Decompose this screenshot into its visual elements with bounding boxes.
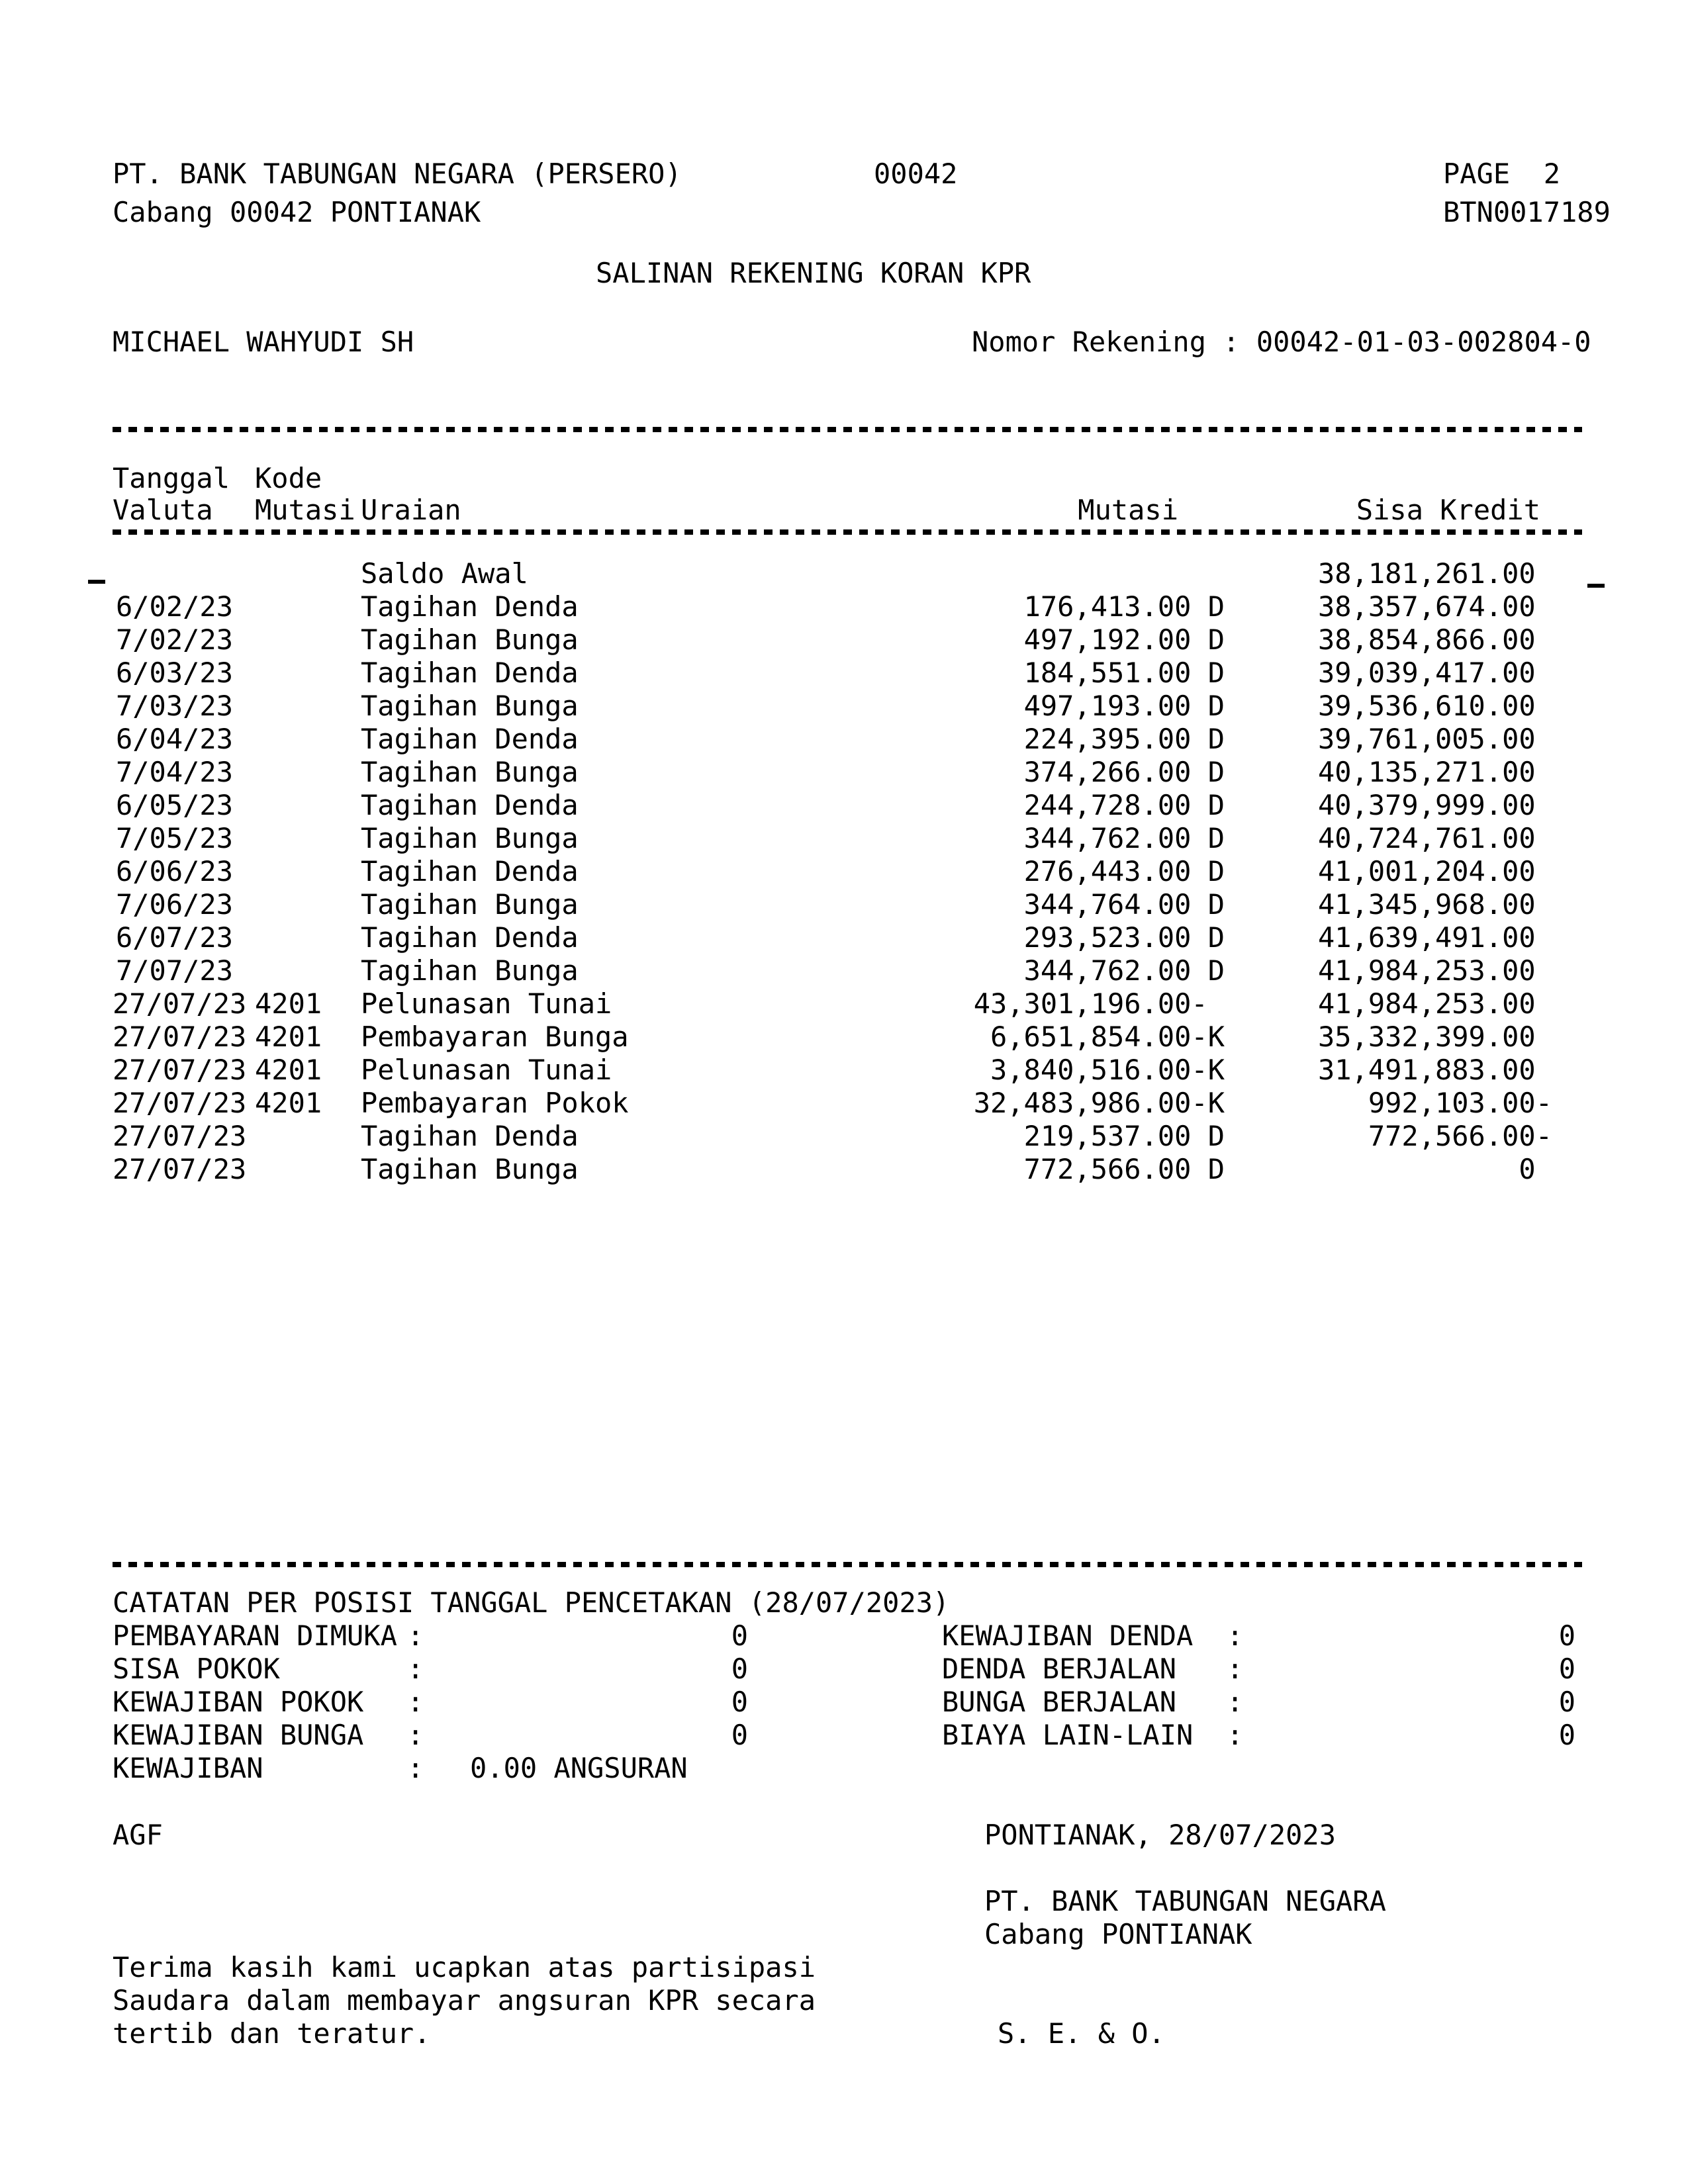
row-uraian: Tagihan Denda xyxy=(361,921,579,954)
row-mutasi-amount: 497,192.00 D xyxy=(1023,623,1225,656)
seo-label: S. E. & O. xyxy=(998,2017,1165,2050)
row-mutasi-amount: 344,762.00 D xyxy=(1023,822,1225,854)
catatan-heading: CATATAN PER POSISI TANGGAL PENCETAKAN (28/07/2023) xyxy=(113,1586,950,1619)
table-row xyxy=(113,623,1552,657)
row-kode-mutasi: 4201 xyxy=(255,1054,322,1086)
row-mutasi-amount xyxy=(801,557,1225,590)
row-uraian: Tagihan Bunga xyxy=(361,954,579,987)
table-row xyxy=(113,1054,1552,1087)
row-sisa-kredit: 31,491,883.00 xyxy=(1317,1054,1552,1086)
row-sisa-kredit: 39,536,610.00 xyxy=(1317,690,1552,722)
row-kode-mutasi xyxy=(255,1120,331,1153)
catatan-left-colon: : xyxy=(407,1686,424,1718)
row-mutasi-amount: 772,566.00 D xyxy=(1023,1153,1225,1185)
row-kode-mutasi xyxy=(255,623,331,657)
row-sisa-kredit: 35,332,399.00 xyxy=(1317,1021,1552,1053)
catatan-right-label: DENDA BERJALAN xyxy=(942,1653,1177,1685)
account-line xyxy=(113,326,1599,359)
row-sisa-kredit: 38,357,674.00 xyxy=(1317,590,1552,623)
row-mutasi-amount: 32,483,986.00-K xyxy=(973,1087,1225,1119)
row-uraian: Tagihan Denda xyxy=(361,789,579,821)
row-valuta-date: 27/07/23 xyxy=(113,1021,247,1053)
col-header-uraian: Uraian xyxy=(361,494,461,526)
row-mutasi-amount: 176,413.00 D xyxy=(1023,590,1225,623)
row-kode-mutasi xyxy=(255,590,331,623)
catatan-left-value: 0 xyxy=(731,1686,748,1718)
account-holder: MICHAEL WAHYUDI SH xyxy=(113,326,414,358)
table-row xyxy=(113,756,1552,789)
col-header-kode: Kode xyxy=(255,462,322,494)
catatan-left-label: KEWAJIBAN BUNGA xyxy=(113,1719,364,1751)
dashed-divider-bottom xyxy=(113,1562,1582,1567)
row-kode-mutasi xyxy=(255,557,331,590)
catatan-right-label: KEWAJIBAN DENDA xyxy=(942,1619,1194,1652)
thanks-note xyxy=(113,1951,816,2050)
row-mutasi-amount: 224,395.00 D xyxy=(1023,723,1225,755)
table-row xyxy=(113,1087,1552,1120)
table-row xyxy=(113,1153,1552,1186)
row-kode-mutasi xyxy=(255,756,331,789)
table-row xyxy=(113,822,1552,855)
catatan-row xyxy=(113,1719,1575,1752)
row-sisa-kredit: 39,039,417.00 xyxy=(1317,657,1552,689)
row-kode-mutasi xyxy=(255,690,331,723)
catatan-right-label: BUNGA BERJALAN xyxy=(942,1686,1177,1718)
footer-branch: Cabang PONTIANAK xyxy=(984,1918,1252,1950)
table-row xyxy=(113,921,1552,954)
row-mutasi-amount: 497,193.00 D xyxy=(1023,690,1225,722)
row-uraian: Tagihan Denda xyxy=(361,855,579,887)
table-row xyxy=(113,657,1552,690)
catatan-right-value: 0 xyxy=(1558,1653,1575,1685)
row-valuta-date: 6/06/23 xyxy=(115,855,233,887)
row-valuta-date: 7/02/23 xyxy=(115,623,233,656)
dashed-divider-top xyxy=(113,427,1582,432)
table-body xyxy=(113,557,1552,1186)
catatan-left-value: 0 xyxy=(731,1719,748,1751)
agf-label: AGF xyxy=(113,1819,163,1851)
catatan-left-label: SISA POKOK xyxy=(113,1653,280,1685)
row-kode-mutasi xyxy=(255,921,331,954)
row-valuta-date: 6/07/23 xyxy=(115,921,233,954)
row-mutasi-amount: 3,840,516.00-K xyxy=(990,1054,1225,1086)
catatan-right-value: 0 xyxy=(1558,1686,1575,1718)
table-header-row-2 xyxy=(113,494,1552,527)
table-row xyxy=(113,888,1552,921)
row-uraian: Pelunasan Tunai xyxy=(361,1054,612,1086)
table-row xyxy=(113,789,1552,822)
row-valuta-date: 7/06/23 xyxy=(115,888,233,921)
thanks-line: tertib dan teratur. xyxy=(113,2017,431,2050)
row-mutasi-amount: 276,443.00 D xyxy=(1023,855,1225,887)
row-mutasi-amount: 293,523.00 D xyxy=(1023,921,1225,954)
catatan-right-colon: : xyxy=(1227,1719,1244,1751)
row-sisa-kredit: 38,181,261.00 xyxy=(1317,557,1552,590)
row-uraian: Tagihan Denda xyxy=(361,657,579,689)
row-mutasi-amount: 244,728.00 D xyxy=(1023,789,1225,821)
table-row xyxy=(113,723,1552,756)
row-valuta-date: 7/05/23 xyxy=(115,822,233,854)
col-header-mutasi: Mutasi xyxy=(1078,494,1178,526)
row-kode-mutasi xyxy=(255,888,331,921)
row-kode-mutasi xyxy=(255,855,331,888)
row-kode-mutasi: 4201 xyxy=(255,1087,322,1119)
catatan-left-label: KEWAJIBAN POKOK xyxy=(113,1686,364,1718)
row-valuta-date: 7/03/23 xyxy=(115,690,233,722)
catatan-left-value: 0 xyxy=(731,1619,748,1652)
row-kode-mutasi xyxy=(255,1153,331,1186)
row-uraian: Tagihan Bunga xyxy=(361,690,579,722)
row-valuta-date: 7/04/23 xyxy=(115,756,233,788)
catatan-row xyxy=(113,1653,1575,1686)
row-sisa-kredit: 40,135,271.00 xyxy=(1317,756,1552,788)
catatan-left-colon: : xyxy=(407,1619,424,1652)
kewajiban-colon: : xyxy=(407,1752,424,1784)
row-kode-mutasi xyxy=(255,822,331,855)
row-valuta-date: 27/07/23 xyxy=(113,987,247,1020)
row-valuta-date xyxy=(113,557,233,590)
catatan-left-value: 0 xyxy=(731,1653,748,1685)
row-uraian: Tagihan Denda xyxy=(361,723,579,755)
row-valuta-date: 6/03/23 xyxy=(115,657,233,689)
kewajiban-value: 0.00 ANGSURAN xyxy=(470,1752,688,1784)
catatan-right-colon: : xyxy=(1227,1653,1244,1685)
catatan-kewajiban-row xyxy=(113,1752,1575,1785)
table-row xyxy=(113,590,1552,623)
row-sisa-kredit: 40,724,761.00 xyxy=(1317,822,1552,854)
print-artifact-right xyxy=(1587,584,1605,588)
table-row xyxy=(113,557,1552,590)
col-header-tanggal: Tanggal xyxy=(113,462,230,494)
dashed-divider-header xyxy=(113,529,1582,535)
row-kode-mutasi: 4201 xyxy=(255,1021,322,1053)
city-date: PONTIANAK, 28/07/2023 xyxy=(984,1819,1336,1851)
row-kode-mutasi xyxy=(255,723,331,756)
row-mutasi-amount: 6,651,854.00-K xyxy=(990,1021,1225,1053)
row-sisa-kredit: 992,103.00- xyxy=(1368,1087,1552,1119)
page-title: SALINAN REKENING KORAN KPR xyxy=(596,257,1031,289)
row-sisa-kredit: 40,379,999.00 xyxy=(1317,789,1552,821)
row-kode-mutasi: 4201 xyxy=(255,987,322,1020)
row-mutasi-amount: 344,764.00 D xyxy=(1023,888,1225,921)
document-code: BTN0017189 xyxy=(1443,196,1611,228)
row-uraian: Pembayaran Bunga xyxy=(361,1021,629,1053)
bank-name: PT. BANK TABUNGAN NEGARA (PERSERO) xyxy=(113,158,682,190)
statement-header xyxy=(113,158,1611,237)
row-valuta-date: 6/05/23 xyxy=(115,789,233,821)
row-valuta-date: 6/04/23 xyxy=(115,723,233,755)
row-sisa-kredit: 41,345,968.00 xyxy=(1317,888,1552,921)
catatan-row xyxy=(113,1619,1575,1653)
row-mutasi-amount: 344,762.00 D xyxy=(1023,954,1225,987)
row-sisa-kredit: 38,854,866.00 xyxy=(1317,623,1552,656)
signature-block xyxy=(984,1819,1580,2083)
row-mutasi-amount: 184,551.00 D xyxy=(1023,657,1225,689)
catatan-right-colon: : xyxy=(1227,1686,1244,1718)
branch-line: Cabang 00042 PONTIANAK xyxy=(113,196,481,228)
table-header-row-1 xyxy=(113,462,1552,495)
catatan-right-colon: : xyxy=(1227,1619,1244,1652)
thanks-line: Terima kasih kami ucapkan atas partisipasi xyxy=(113,1951,816,1983)
catatan-right-label: BIAYA LAIN-LAIN xyxy=(942,1719,1194,1751)
table-row xyxy=(113,987,1552,1021)
row-mutasi-amount: 374,266.00 D xyxy=(1023,756,1225,788)
table-row xyxy=(113,954,1552,987)
row-sisa-kredit: 39,761,005.00 xyxy=(1317,723,1552,755)
row-mutasi-amount: 43,301,196.00- xyxy=(973,987,1225,1020)
kewajiban-label: KEWAJIBAN xyxy=(113,1752,263,1784)
row-valuta-date: 6/02/23 xyxy=(115,590,233,623)
col-header-mutasi-code: Mutasi xyxy=(255,494,355,526)
catatan-right-value: 0 xyxy=(1558,1719,1575,1751)
row-uraian: Tagihan Denda xyxy=(361,590,579,623)
row-mutasi-amount: 219,537.00 D xyxy=(1023,1120,1225,1152)
account-number: Nomor Rekening : 00042-01-03-002804-0 xyxy=(972,326,1591,358)
row-uraian: Pembayaran Pokok xyxy=(361,1087,629,1119)
table-row xyxy=(113,690,1552,723)
catatan-right-value: 0 xyxy=(1558,1619,1575,1652)
col-header-valuta: Valuta xyxy=(113,494,213,526)
row-sisa-kredit: 41,984,253.00 xyxy=(1317,954,1552,987)
catatan-rows xyxy=(113,1619,1575,1785)
branch-code: 00042 xyxy=(874,158,958,190)
row-uraian: Saldo Awal xyxy=(361,557,528,590)
row-uraian: Tagihan Bunga xyxy=(361,623,579,656)
thanks-line: Saudara dalam membayar angsuran KPR secara xyxy=(113,1984,816,2017)
row-sisa-kredit: 772,566.00- xyxy=(1368,1120,1552,1152)
row-sisa-kredit: 0 xyxy=(1519,1153,1552,1185)
row-valuta-date: 27/07/23 xyxy=(113,1153,247,1185)
row-kode-mutasi xyxy=(255,954,331,987)
catatan-left-colon: : xyxy=(407,1719,424,1751)
page-number: PAGE 2 xyxy=(1443,158,1561,190)
row-uraian: Tagihan Denda xyxy=(361,1120,579,1152)
row-valuta-date: 27/07/23 xyxy=(113,1120,247,1152)
row-uraian: Tagihan Bunga xyxy=(361,888,579,921)
table-row xyxy=(113,1120,1552,1153)
row-valuta-date: 27/07/23 xyxy=(113,1054,247,1086)
row-valuta-date: 27/07/23 xyxy=(113,1087,247,1119)
row-uraian: Tagihan Bunga xyxy=(361,1153,579,1185)
print-artifact-left xyxy=(88,580,105,584)
row-valuta-date: 7/07/23 xyxy=(115,954,233,987)
col-header-sisa-kredit: Sisa Kredit xyxy=(1356,494,1540,526)
row-sisa-kredit: 41,001,204.00 xyxy=(1317,855,1552,887)
footer-bank-name: PT. BANK TABUNGAN NEGARA xyxy=(984,1885,1386,1917)
row-uraian: Pelunasan Tunai xyxy=(361,987,612,1020)
catatan-left-colon: : xyxy=(407,1653,424,1685)
row-uraian: Tagihan Bunga xyxy=(361,822,579,854)
table-row xyxy=(113,1021,1552,1054)
catatan-left-label: PEMBAYARAN DIMUKA xyxy=(113,1619,397,1652)
table-row xyxy=(113,855,1552,888)
row-sisa-kredit: 41,639,491.00 xyxy=(1317,921,1552,954)
row-uraian: Tagihan Bunga xyxy=(361,756,579,788)
row-kode-mutasi xyxy=(255,657,331,690)
row-sisa-kredit: 41,984,253.00 xyxy=(1317,987,1552,1020)
row-kode-mutasi xyxy=(255,789,331,822)
catatan-row xyxy=(113,1686,1575,1719)
